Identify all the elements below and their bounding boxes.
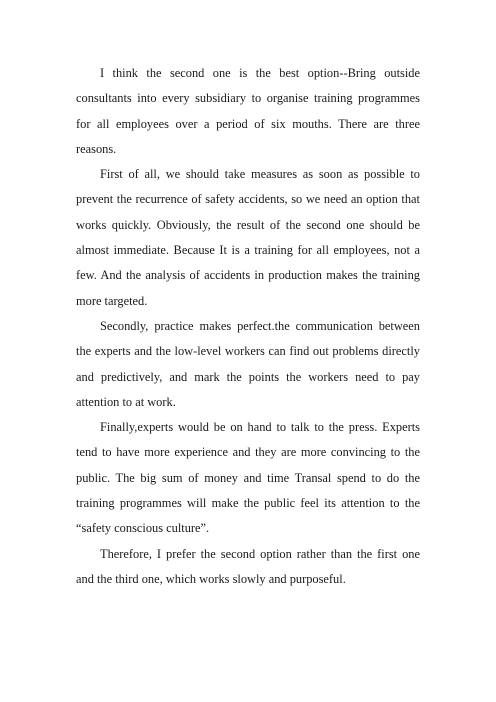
paragraph-reason-two: Secondly, practice makes perfect.the communication between the experts and the low-level workers can find out problems directly and predictively, and mark the points the workers need to pay attention to at work.: [76, 318, 420, 409]
paragraph-reason-one: First of all, we should take measures as soon as possible to prevent the recurrence of safety accidents, so we need an option that works quickly. Obviously, the result of the second one should be almost immediate. Because It is a training for all employees, not a few. And the analysis of accidents in production makes the training more targeted.: [76, 167, 420, 308]
document-body: [76, 61, 420, 592]
paragraph-conclusion: Therefore, I prefer the second option rather than the first one and the third one, which works slowly and purposeful.: [76, 546, 420, 586]
paragraph-reason-three: Finally,experts would be on hand to talk to the press. Experts tend to have more experience and they are more convincing to the public. The big sum of money and time Transal spend to do the training programmes will make the public feel its attention to the “safety conscious culture”.: [76, 420, 420, 536]
paragraph-intro: I think the second one is the best option--Bring outside consultants into every subsidiary to organise training programmes for all employees over a period of six mouths. There are three reasons.: [76, 66, 420, 156]
